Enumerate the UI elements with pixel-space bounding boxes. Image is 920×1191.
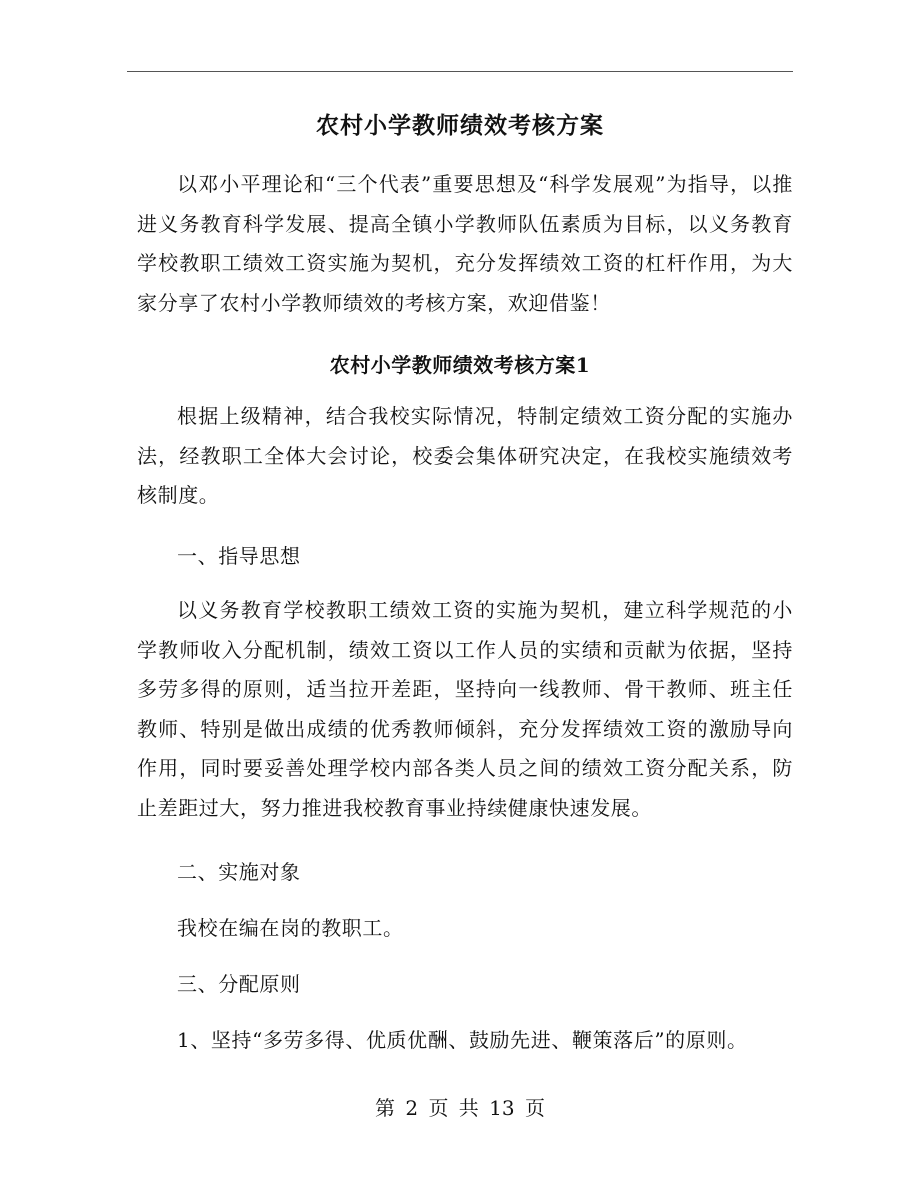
heading-guiding-thought: 一、指导思想 [177, 544, 301, 568]
paragraph-target: 我校在编在岗的教职工。 [177, 916, 404, 940]
paragraph-basis: 根据上级精神，结合我校实际情况，特制定绩效工资分配的实施办法，经教职工全体大会讨论，校委会集体研究决定，在我校实施绩效考核制度。 [137, 404, 793, 507]
paragraph-guiding-thought: 以义务教育学校教职工绩效工资的实施为契机，建立科学规范的小学教师收入分配机制，绩效工资以工作人员的实绩和贡献为依据，坚持多劳多得的原则，适当拉开差距，坚持向一线教师、骨干教师、班主任教师、特别是做出成绩的优秀教师倾斜，充分发挥绩效工资的激励导向作用，同时要妥善处理学校内部各类人员之间的绩效工资分配关系，防止差距过大，努力推进我校教育事业持续健康快速发展。 [137, 598, 793, 820]
section-title: 农村小学教师绩效考核方案1 [329, 353, 591, 377]
document-title: 农村小学教师绩效考核方案 [316, 112, 604, 139]
page-number: 第 2 页 共 13 页 [375, 1096, 545, 1120]
header-rule [127, 71, 793, 72]
heading-principles: 三、分配原则 [177, 972, 301, 996]
principle-item-1: 1、坚持“多劳多得、优质优酬、鼓励先进、鞭策落后”的原则。 [177, 1028, 748, 1052]
heading-target: 二、实施对象 [177, 860, 301, 884]
intro-paragraph: 以邓小平理论和“三个代表”重要思想及“科学发展观”为指导，以推进义务教育科学发展、提高全镇小学教师队伍素质为目标，以义务教育学校教职工绩效工资实施为契机，充分发挥绩效工资的杠杆作用，为大家分享了农村小学教师绩效的考核方案，欢迎借鉴！ [137, 172, 793, 315]
